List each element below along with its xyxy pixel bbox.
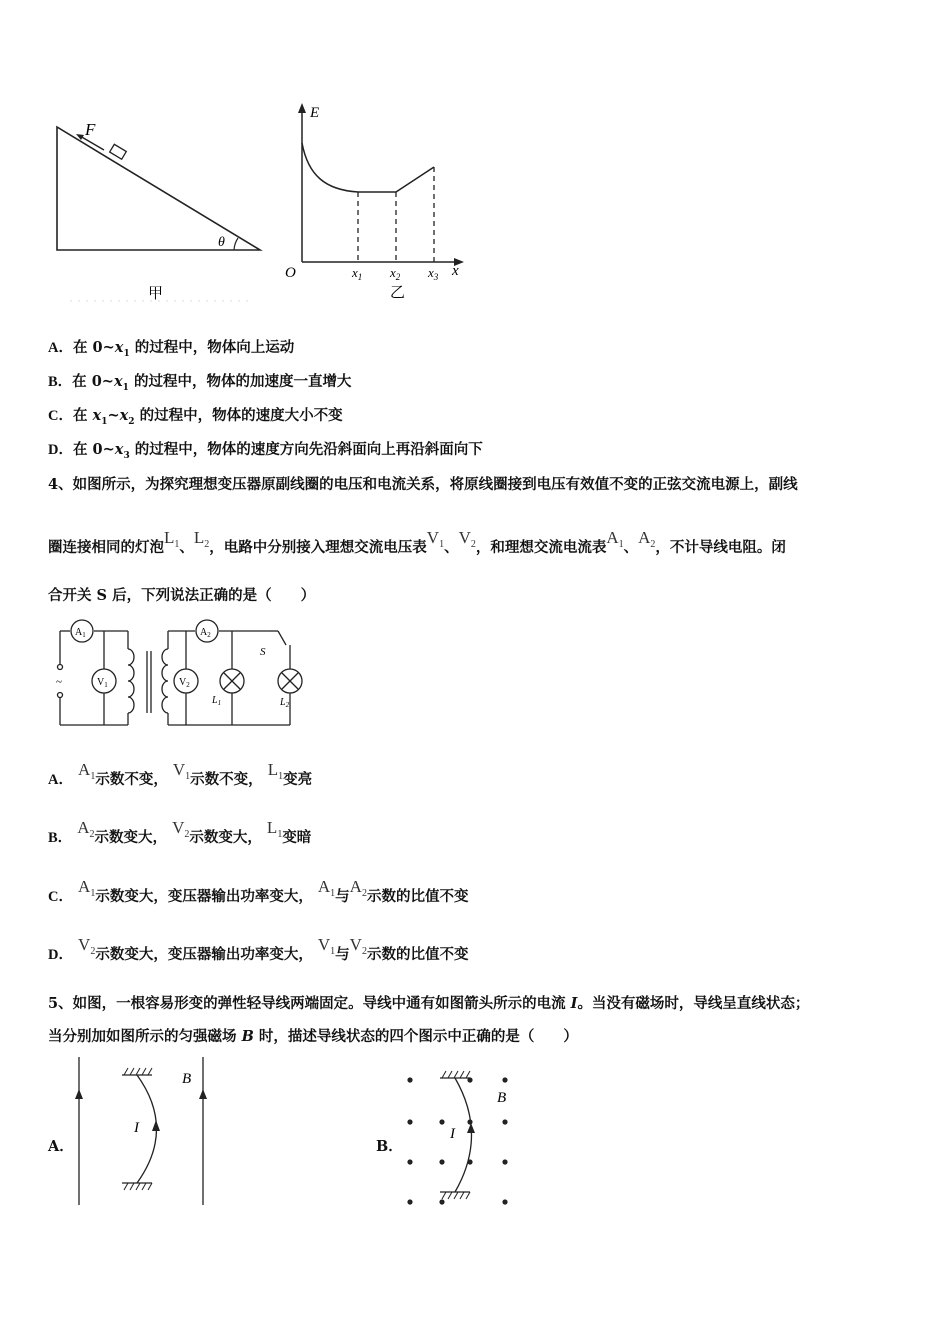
q3-option-b: B．在 $0\sim x_1$ 的过程中，物体的加速度一直增大 — [48, 373, 352, 393]
incline-figure — [57, 120, 260, 302]
q5-line1: 5、如图，一根容易形变的弹性轻导线两端固定。导线中通有如图箭头所示的电流 I。当没有磁场时，导线呈直线状态； — [48, 995, 810, 1012]
source-symbol: ~ — [56, 676, 62, 688]
tick-x2: $x_2$ — [390, 265, 401, 282]
q4-option-c: C． $A_1$示数变大，变压器输出功率变大， $A_1$与$A_2$示数的比值不变 — [48, 877, 469, 905]
caption-yi: 乙 — [390, 285, 406, 301]
lamp-l2-label: $L_2$ — [280, 697, 290, 709]
axis-e: E — [310, 105, 320, 121]
q4-option-a: A． $A_1$示数不变， $V_1$示数不变， $L_1$变亮 — [48, 760, 313, 788]
figure-jia-yi — [40, 95, 480, 310]
meter-a1: $A_1$ — [75, 627, 86, 639]
q5-a-field: B — [182, 1071, 192, 1087]
meter-v2: $V_2$ — [179, 677, 190, 689]
force-label: F — [85, 120, 96, 139]
meter-a2: $A_2$ — [200, 627, 211, 639]
q5-fig-b-letter: B． — [376, 1138, 403, 1155]
q4-option-b: B． $A_2$示数变大， $V_2$示数变大， $L_1$变暗 — [48, 818, 312, 846]
angle-label: θ — [218, 235, 225, 250]
q4-line1: 4、如图所示，为探究理想变压器原副线圈的电压和电流关系，将原线圈接到电压有效值不变的正弦交流电源上，副线 — [48, 476, 798, 493]
q4-option-d: D． $V_2$示数变大，变压器输出功率变大， $V_1$与$V_2$示数的比值不变 — [48, 935, 469, 963]
switch-label: S — [260, 646, 266, 658]
energy-graph — [285, 103, 464, 301]
q4-line3: 合开关 S 后，下列说法正确的是（ ） — [48, 587, 316, 604]
q5-a-current: I — [134, 1120, 139, 1136]
field-dots — [407, 1077, 507, 1204]
q5-line2: 当分别加如图所示的匀强磁场 B 时，描述导线状态的四个图示中正确的是（ ） — [48, 1028, 578, 1045]
q5-b-field: B — [497, 1090, 507, 1106]
q5-figure-a — [70, 1055, 220, 1210]
tick-x1: $x_1$ — [352, 265, 363, 282]
q5-fig-a-letter: A． — [48, 1138, 74, 1155]
q3-option-d: D．在 $0\sim x_3$ 的过程中，物体的速度方向先沿斜面向上再沿斜面向下 — [48, 441, 483, 461]
meter-v1: $V_1$ — [97, 677, 108, 689]
tick-x3: $x_3$ — [428, 265, 439, 282]
q4-line2: 圈连接相同的灯泡$L_1$、$L_2$，电路中分别接入理想交流电压表$V_1$、$V_2$，和理想交流电流表$A_1$、$A_2$，不计导线电阻。闭 — [48, 528, 786, 556]
transformer-circuit — [48, 615, 308, 740]
q3-option-a: A．在 $0\sim x_1$ 的过程中，物体向上运动 — [48, 339, 295, 359]
q5-b-current: I — [450, 1126, 455, 1142]
axis-x: x — [452, 263, 459, 279]
q3-option-c: C．在 $x_1\sim x_2$ 的过程中，物体的速度大小不变 — [48, 407, 343, 427]
origin-o: O — [285, 265, 296, 281]
caption-jia: 甲 — [148, 286, 164, 302]
q5-figure-b — [398, 1070, 528, 1215]
lamp-l1-label: $L_1$ — [212, 695, 222, 707]
